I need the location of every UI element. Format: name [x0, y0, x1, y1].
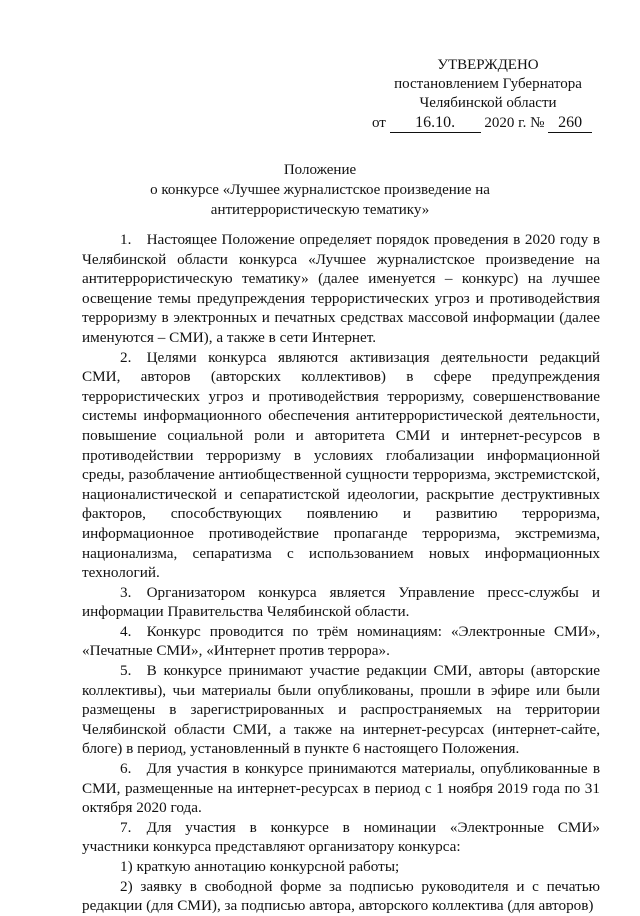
list-item-2: 2) заявку в свободной форме за подписью руководителя и с печатью редакции (для СМИ), за подписью автора, авторского коллектива (для авторов)	[82, 877, 600, 915]
document-body	[82, 230, 600, 916]
approval-date-line	[372, 113, 604, 133]
date-prefix: от	[372, 115, 386, 131]
paragraph-1: 1. Настоящее Положение определяет порядок проведения в 2020 году в Челябинской области конкурса «Лучшее журналистское произведение на антитеррористическую тематику» (далее именуется – конкурс) на лучшее освещение темы предупреждения террористических угроз и противодействия терроризму в электронных и печатных средствах массовой информации (далее именуются – СМИ), а также в сети Интернет.	[82, 231, 600, 346]
document-title	[82, 160, 558, 220]
year-text: 2020 г. №	[484, 115, 545, 131]
title-line-1: Положение	[283, 162, 357, 178]
approved-heading: УТВЕРЖДЕНО	[437, 57, 539, 73]
paragraph-3: 3. Организатором конкурса является Управление пресс-службы и информации Правительства Челябинской области.	[82, 583, 600, 621]
title-line-3: антитеррористическую тематику»	[210, 202, 430, 218]
paragraph-4: 4. Конкурс проводится по трём номинациям: «Электронные СМИ», «Печатные СМИ», «Интернет против террора».	[82, 622, 600, 660]
paragraph-2: 2. Целями конкурса являются активизация деятельности редакций СМИ, авторов (авторских коллективов) в сфере предупреждения террористических угроз и противодействия терроризму, совершенствование системы информационного обеспечения антитеррористической деятельности, повышение социальной роли и авторитета СМИ и интернет-ресурсов в противодействии терроризму в условиях глобализации информационной среды, разоблачение антиобщественной сущности терроризма, экстремистской, националистической и сепаратистской идеологии, раскрытие деструктивных факторов, способствующих появлению и развитию терроризма, информационное противодействие пропаганде терроризма, экстремизма, национализма, сепаратизма с использованием новых информационных технологий.	[82, 348, 600, 582]
list-item-1: 1) краткую аннотацию конкурсной работы;	[120, 858, 400, 875]
approval-date: 16.10.	[390, 113, 481, 133]
paragraph-5: 5. В конкурсе принимают участие редакции СМИ, авторы (авторские коллективы), чьи материалы были опубликованы, прошли в эфире или были размещены в зарегистрированных и распространяемых на территории Челябинской области СМИ, а также на интернет-ресурсах (интернет-сайте, блоге) в период, установленный в пункте 6 настоящего Положения.	[82, 662, 600, 758]
paragraph-7: 7. Для участия в конкурсе в номинации «Электронные СМИ» участники конкурса представляют организатору конкурса:	[82, 818, 600, 856]
approved-region-line: Челябинской области	[419, 95, 557, 111]
approval-block	[372, 56, 604, 133]
paragraph-6: 6. Для участия в конкурсе принимаются материалы, опубликованные в СМИ, размещенные на интернет-ресурсах в период с 1 ноября 2019 года по 31 октября 2020 года.	[82, 760, 600, 817]
approved-by-line: постановлением Губернатора	[394, 76, 582, 92]
approval-number: 260	[548, 113, 592, 133]
title-line-2: о конкурсе «Лучшее журналистское произведение на	[150, 182, 490, 198]
